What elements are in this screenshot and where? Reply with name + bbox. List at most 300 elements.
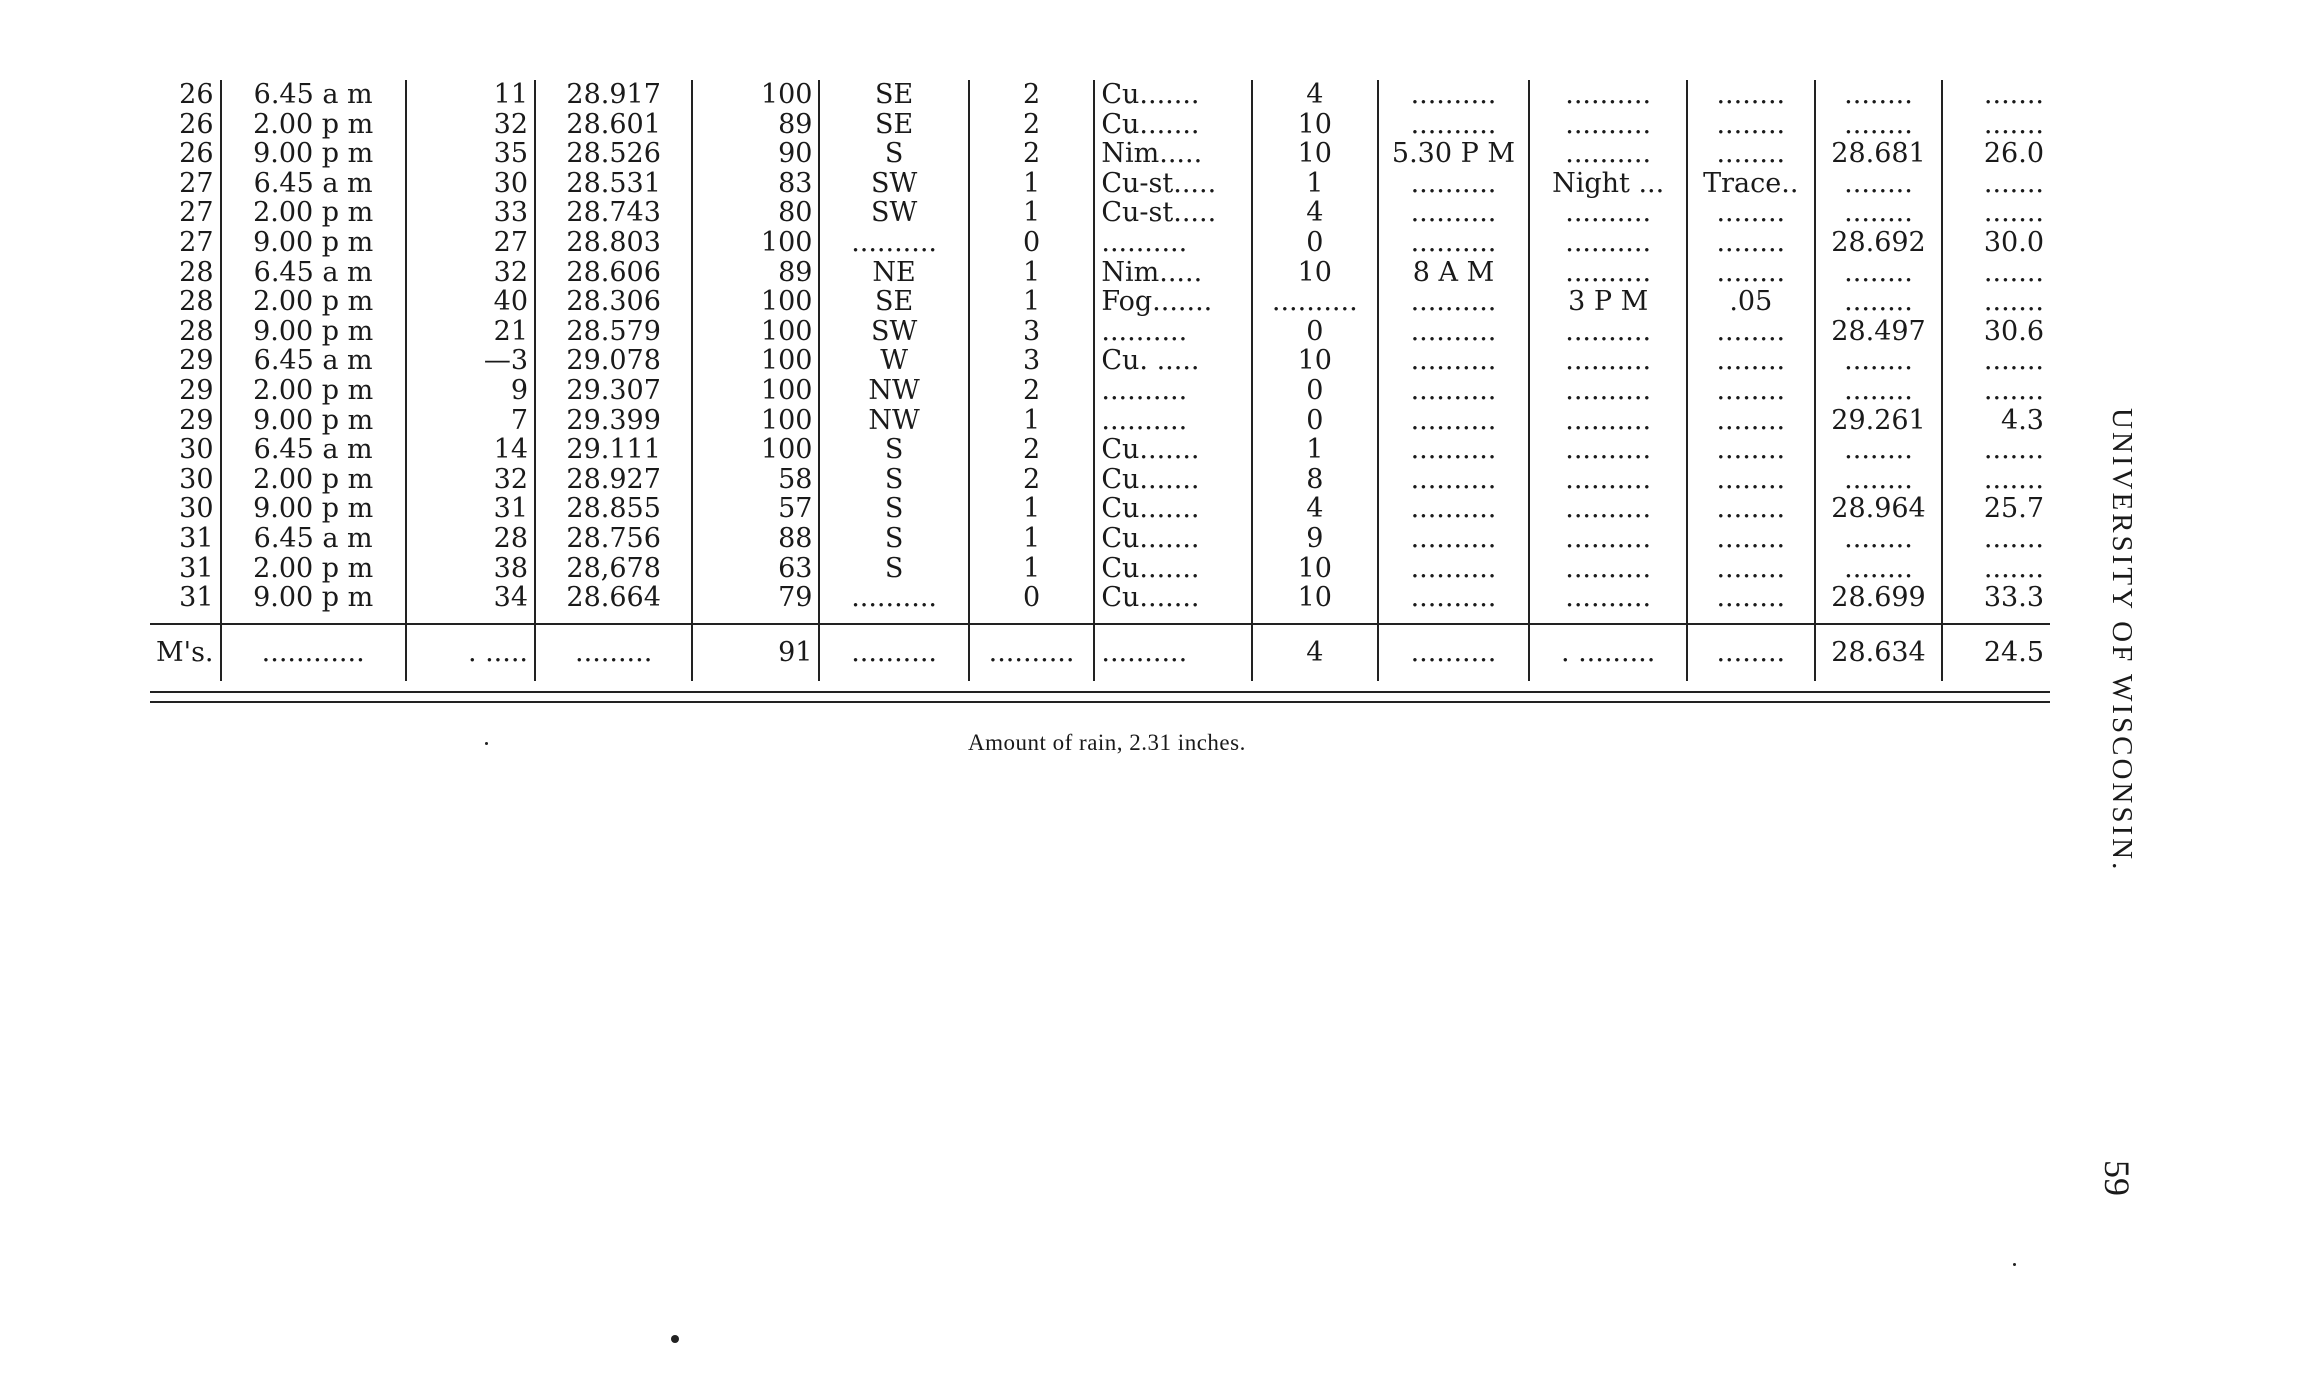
humidity-cell: 100: [692, 80, 819, 110]
cloud-amount-cell: 1: [1252, 169, 1378, 199]
time-cell: 9.00 p m: [221, 583, 406, 613]
cloud-amount-cell: 10: [1252, 258, 1378, 288]
wind-direction-cell: ..........: [819, 228, 968, 258]
daily-barometer-mean-cell: ........: [1815, 258, 1943, 288]
rain-began-cell: 5.30 P M: [1378, 139, 1530, 169]
table-row: [150, 376, 2050, 406]
rainfall-cell: ........: [1687, 228, 1815, 258]
rain-ended-cell: ..........: [1529, 317, 1687, 347]
cloud-kind-cell: Cu.......: [1094, 80, 1252, 110]
humidity-cell: 57: [692, 494, 819, 524]
separator-cell: [221, 613, 406, 624]
time-cell: 2.00 p m: [221, 465, 406, 495]
daily-temperature-mean-cell: .......: [1942, 465, 2050, 495]
temperature-cell: 32: [406, 465, 535, 495]
humidity-cell: 63: [692, 554, 819, 584]
humidity-cell: 90: [692, 139, 819, 169]
wind-force-cell: 2: [969, 80, 1095, 110]
separator-cell: [969, 613, 1095, 624]
rain-began-cell: ..........: [1378, 346, 1530, 376]
daily-barometer-mean-cell: 29.261: [1815, 406, 1943, 436]
daily-barometer-mean-cell: ........: [1815, 435, 1943, 465]
rainfall-cell: ........: [1687, 624, 1815, 681]
daily-barometer-mean-cell: 28.681: [1815, 139, 1943, 169]
day-cell: 30: [179, 463, 214, 495]
temperature-cell: 14: [406, 435, 535, 465]
rainfall-cell: ........: [1687, 139, 1815, 169]
table-row: [150, 317, 2050, 347]
rainfall-cell: ........: [1687, 435, 1815, 465]
wind-force-cell: 2: [969, 139, 1095, 169]
temperature-cell: 9: [406, 376, 535, 406]
time-cell: 6.45 a m: [221, 346, 406, 376]
rain-began-cell: ..........: [1378, 376, 1530, 406]
humidity-cell: 80: [692, 198, 819, 228]
running-head: UNIVERSITY OF WISCONSIN.: [2106, 408, 2138, 873]
wind-direction-cell: SW: [819, 317, 968, 347]
table-row: [150, 258, 2050, 288]
weather-observation-sheet: [150, 80, 2050, 703]
wind-force-cell: 3: [969, 346, 1095, 376]
rain-ended-cell: ..........: [1529, 228, 1687, 258]
table-row: [150, 406, 2050, 436]
humidity-cell: 100: [692, 228, 819, 258]
cloud-amount-cell: 1: [1252, 435, 1378, 465]
table-row: [150, 228, 2050, 258]
rain-began-cell: ..........: [1378, 583, 1530, 613]
time-cell: 6.45 a m: [221, 169, 406, 199]
barometer-cell: 28.531: [535, 169, 692, 199]
closing-double-rule: [150, 691, 2050, 703]
barometer-cell: 28,678: [535, 554, 692, 584]
daily-temperature-mean-cell: .......: [1942, 524, 2050, 554]
daily-temperature-mean-cell: 30.0: [1942, 228, 2050, 258]
wind-force-cell: 1: [969, 198, 1095, 228]
humidity-cell: 91: [692, 624, 819, 681]
rain-began-cell: ..........: [1378, 624, 1530, 681]
time-cell: 6.45 a m: [221, 80, 406, 110]
separator-cell: [1942, 613, 2050, 624]
wind-direction-cell: NW: [819, 406, 968, 436]
day-cell: 31: [179, 522, 214, 554]
rainfall-cell: ........: [1687, 110, 1815, 140]
daily-barometer-mean-cell: ........: [1815, 169, 1943, 199]
table-row: [150, 169, 2050, 199]
humidity-cell: 79: [692, 583, 819, 613]
rain-ended-cell: 3 P M: [1529, 287, 1687, 317]
temperature-cell: 28: [406, 524, 535, 554]
humidity-cell: 100: [692, 287, 819, 317]
barometer-cell: 28.526: [535, 139, 692, 169]
temperature-cell: 40: [406, 287, 535, 317]
temperature-cell: 33: [406, 198, 535, 228]
daily-temperature-mean-cell: 33.3: [1942, 583, 2050, 613]
daily-temperature-mean-cell: .......: [1942, 376, 2050, 406]
cloud-kind-cell: Cu.......: [1094, 465, 1252, 495]
humidity-cell: 89: [692, 110, 819, 140]
cloud-amount-cell: 8: [1252, 465, 1378, 495]
temperature-cell: 30: [406, 169, 535, 199]
separator-cell: [406, 613, 535, 624]
day-cell: 30: [179, 493, 214, 525]
wind-direction-cell: S: [819, 494, 968, 524]
humidity-cell: 100: [692, 346, 819, 376]
wind-force-cell: 1: [969, 494, 1095, 524]
cloud-kind-cell: ..........: [1094, 317, 1252, 347]
rain-began-cell: ..........: [1378, 198, 1530, 228]
means-separator: [150, 613, 2050, 624]
rainfall-cell: ........: [1687, 554, 1815, 584]
table-row: [150, 346, 2050, 376]
daily-barometer-mean-cell: ........: [1815, 524, 1943, 554]
cloud-amount-cell: 4: [1252, 624, 1378, 681]
page-number: 59: [2097, 1160, 2137, 1196]
daily-barometer-mean-cell: ........: [1815, 346, 1943, 376]
cloud-kind-cell: Cu.......: [1094, 554, 1252, 584]
daily-temperature-mean-cell: 25.7: [1942, 494, 2050, 524]
cloud-kind-cell: Cu-st.....: [1094, 198, 1252, 228]
humidity-cell: 58: [692, 465, 819, 495]
rainfall-cell: ........: [1687, 258, 1815, 288]
daily-temperature-mean-cell: .......: [1942, 80, 2050, 110]
daily-barometer-mean-cell: 28.964: [1815, 494, 1943, 524]
temperature-cell: 21: [406, 317, 535, 347]
day-cell: 26: [179, 138, 214, 170]
daily-barometer-mean-cell: ........: [1815, 110, 1943, 140]
rain-began-cell: 8 A M: [1378, 258, 1530, 288]
wind-force-cell: 2: [969, 465, 1095, 495]
temperature-cell: 32: [406, 258, 535, 288]
rainfall-cell: ........: [1687, 583, 1815, 613]
cloud-kind-cell: Cu.......: [1094, 110, 1252, 140]
cloud-amount-cell: 4: [1252, 80, 1378, 110]
rain-began-cell: ..........: [1378, 435, 1530, 465]
rain-ended-cell: ..........: [1529, 494, 1687, 524]
table-row: [150, 435, 2050, 465]
cloud-amount-cell: 10: [1252, 110, 1378, 140]
cloud-amount-cell: 10: [1252, 583, 1378, 613]
barometer-cell: .........: [535, 624, 692, 681]
day-cell: 26: [179, 79, 214, 110]
temperature-cell: 11: [406, 80, 535, 110]
wind-direction-cell: W: [819, 346, 968, 376]
rainfall-cell: ........: [1687, 494, 1815, 524]
day-cell: 29: [179, 345, 214, 377]
time-cell: 2.00 p m: [221, 287, 406, 317]
day-cell: 31: [179, 552, 214, 584]
rainfall-cell: ........: [1687, 376, 1815, 406]
cloud-kind-cell: Cu.......: [1094, 435, 1252, 465]
humidity-cell: 100: [692, 406, 819, 436]
wind-direction-cell: S: [819, 465, 968, 495]
separator-cell: [1815, 613, 1943, 624]
wind-force-cell: 0: [969, 228, 1095, 258]
wind-direction-cell: S: [819, 524, 968, 554]
temperature-cell: . .....: [406, 624, 535, 681]
cloud-amount-cell: 10: [1252, 139, 1378, 169]
humidity-cell: 100: [692, 376, 819, 406]
rainfall-cell: ........: [1687, 524, 1815, 554]
daily-temperature-mean-cell: .......: [1942, 198, 2050, 228]
separator-cell: [692, 613, 819, 624]
separator-cell: [1378, 613, 1530, 624]
cloud-kind-cell: Cu-st.....: [1094, 169, 1252, 199]
wind-force-cell: 3: [969, 317, 1095, 347]
separator-cell: [819, 613, 968, 624]
cloud-kind-cell: ..........: [1094, 228, 1252, 258]
rain-ended-cell: ..........: [1529, 110, 1687, 140]
separator-cell: [150, 613, 221, 624]
rain-ended-cell: ..........: [1529, 524, 1687, 554]
rain-ended-cell: ..........: [1529, 258, 1687, 288]
time-cell: 6.45 a m: [221, 524, 406, 554]
barometer-cell: 28.306: [535, 287, 692, 317]
rain-began-cell: ..........: [1378, 80, 1530, 110]
time-cell: ............: [221, 624, 406, 681]
rain-ended-cell: Night ...: [1529, 169, 1687, 199]
humidity-cell: 100: [692, 435, 819, 465]
cloud-amount-cell: 0: [1252, 376, 1378, 406]
daily-temperature-mean-cell: .......: [1942, 258, 2050, 288]
time-cell: 6.45 a m: [221, 435, 406, 465]
temperature-cell: 35: [406, 139, 535, 169]
temperature-cell: —3: [406, 346, 535, 376]
cloud-kind-cell: ..........: [1094, 376, 1252, 406]
wind-direction-cell: S: [819, 554, 968, 584]
day-cell: 27: [179, 226, 214, 258]
observation-rows: [150, 80, 2050, 681]
rainfall-cell: ........: [1687, 346, 1815, 376]
wind-direction-cell: NE: [819, 258, 968, 288]
table-row: [150, 494, 2050, 524]
rain-began-cell: ..........: [1378, 524, 1530, 554]
day-cell: 29: [179, 404, 214, 436]
rainfall-cell: .05: [1687, 287, 1815, 317]
cloud-amount-cell: 0: [1252, 317, 1378, 347]
daily-temperature-mean-cell: .......: [1942, 110, 2050, 140]
daily-temperature-mean-cell: 30.6: [1942, 317, 2050, 347]
wind-force-cell: 2: [969, 376, 1095, 406]
day-cell: 29: [179, 374, 214, 406]
cloud-kind-cell: Cu. .....: [1094, 346, 1252, 376]
daily-temperature-mean-cell: 26.0: [1942, 139, 2050, 169]
wind-direction-cell: NW: [819, 376, 968, 406]
rain-began-cell: ..........: [1378, 494, 1530, 524]
daily-barometer-mean-cell: 28.692: [1815, 228, 1943, 258]
daily-temperature-mean-cell: .......: [1942, 554, 2050, 584]
daily-temperature-mean-cell: 24.5: [1942, 624, 2050, 681]
barometer-cell: 28.579: [535, 317, 692, 347]
humidity-cell: 89: [692, 258, 819, 288]
rainfall-cell: ........: [1687, 198, 1815, 228]
daily-barometer-mean-cell: ........: [1815, 80, 1943, 110]
cloud-kind-cell: ..........: [1094, 406, 1252, 436]
rain-ended-cell: ..........: [1529, 376, 1687, 406]
table-row: [150, 198, 2050, 228]
rain-ended-cell: ..........: [1529, 435, 1687, 465]
cloud-amount-cell: 10: [1252, 554, 1378, 584]
day-cell: 28: [179, 315, 214, 347]
wind-direction-cell: S: [819, 139, 968, 169]
means-row: [150, 624, 2050, 681]
wind-force-cell: 2: [969, 435, 1095, 465]
barometer-cell: 28.803: [535, 228, 692, 258]
daily-temperature-mean-cell: .......: [1942, 435, 2050, 465]
day-cell: 30: [179, 434, 214, 466]
daily-temperature-mean-cell: .......: [1942, 169, 2050, 199]
rain-ended-cell: ..........: [1529, 465, 1687, 495]
table-row: [150, 554, 2050, 584]
daily-temperature-mean-cell: 4.3: [1942, 406, 2050, 436]
rain-began-cell: ..........: [1378, 465, 1530, 495]
cloud-kind-cell: Cu.......: [1094, 583, 1252, 613]
wind-direction-cell: SW: [819, 169, 968, 199]
time-cell: 6.45 a m: [221, 258, 406, 288]
separator-cell: [1094, 613, 1252, 624]
separator-cell: [535, 613, 692, 624]
rain-began-cell: ..........: [1378, 110, 1530, 140]
rain-began-cell: ..........: [1378, 317, 1530, 347]
day-cell: M's.: [156, 636, 214, 668]
wind-direction-cell: SE: [819, 80, 968, 110]
table-row: [150, 80, 2050, 110]
barometer-cell: 29.078: [535, 346, 692, 376]
barometer-cell: 28.855: [535, 494, 692, 524]
print-speck: [2013, 1263, 2016, 1266]
daily-barometer-mean-cell: ........: [1815, 465, 1943, 495]
separator-cell: [1252, 613, 1378, 624]
barometer-cell: 28.917: [535, 80, 692, 110]
table-row: [150, 287, 2050, 317]
rain-ended-cell: ..........: [1529, 583, 1687, 613]
wind-direction-cell: ..........: [819, 624, 968, 681]
barometer-cell: 29.307: [535, 376, 692, 406]
day-cell: 27: [179, 197, 214, 229]
time-cell: 9.00 p m: [221, 139, 406, 169]
day-cell: 26: [179, 108, 214, 140]
table-row: [150, 110, 2050, 140]
barometer-cell: 28.743: [535, 198, 692, 228]
humidity-cell: 88: [692, 524, 819, 554]
rain-ended-cell: . .........: [1529, 624, 1687, 681]
rainfall-cell: ........: [1687, 406, 1815, 436]
barometer-cell: 29.399: [535, 406, 692, 436]
rainfall-cell: ........: [1687, 317, 1815, 347]
daily-temperature-mean-cell: .......: [1942, 346, 2050, 376]
daily-barometer-mean-cell: ........: [1815, 554, 1943, 584]
cloud-amount-cell: 10: [1252, 346, 1378, 376]
daily-barometer-mean-cell: 28.634: [1815, 624, 1943, 681]
print-speck: [671, 1335, 679, 1343]
rainfall-cell: Trace..: [1687, 169, 1815, 199]
observation-table: [150, 80, 2050, 681]
table-row: [150, 139, 2050, 169]
time-cell: 2.00 p m: [221, 198, 406, 228]
temperature-cell: 31: [406, 494, 535, 524]
table-row: [150, 524, 2050, 554]
wind-force-cell: 1: [969, 554, 1095, 584]
barometer-cell: 28.927: [535, 465, 692, 495]
rain-began-cell: ..........: [1378, 554, 1530, 584]
wind-force-cell: 1: [969, 287, 1095, 317]
day-cell: 27: [179, 167, 214, 199]
day-cell: 31: [179, 582, 214, 614]
daily-barometer-mean-cell: 28.497: [1815, 317, 1943, 347]
cloud-kind-cell: Nim.....: [1094, 139, 1252, 169]
rain-ended-cell: ..........: [1529, 346, 1687, 376]
rain-began-cell: ..........: [1378, 169, 1530, 199]
separator-cell: [1687, 613, 1815, 624]
wind-force-cell: 0: [969, 583, 1095, 613]
rain-ended-cell: ..........: [1529, 406, 1687, 436]
barometer-cell: 28.601: [535, 110, 692, 140]
wind-force-cell: 2: [969, 110, 1095, 140]
time-cell: 2.00 p m: [221, 376, 406, 406]
rain-ended-cell: ..........: [1529, 554, 1687, 584]
separator-cell: [1529, 613, 1687, 624]
wind-direction-cell: S: [819, 435, 968, 465]
cloud-kind-cell: Cu.......: [1094, 494, 1252, 524]
temperature-cell: 27: [406, 228, 535, 258]
rain-began-cell: ..........: [1378, 287, 1530, 317]
time-cell: 2.00 p m: [221, 554, 406, 584]
rain-ended-cell: ..........: [1529, 198, 1687, 228]
wind-force-cell: 1: [969, 524, 1095, 554]
cloud-amount-cell: 4: [1252, 494, 1378, 524]
temperature-cell: 38: [406, 554, 535, 584]
time-cell: 9.00 p m: [221, 317, 406, 347]
rain-began-cell: ..........: [1378, 228, 1530, 258]
wind-force-cell: 1: [969, 406, 1095, 436]
temperature-cell: 34: [406, 583, 535, 613]
table-row: [150, 583, 2050, 613]
wind-direction-cell: SE: [819, 287, 968, 317]
time-cell: 9.00 p m: [221, 406, 406, 436]
rain-ended-cell: ..........: [1529, 139, 1687, 169]
rain-amount-note: Amount of rain, 2.31 inches.: [968, 730, 1246, 755]
day-cell: 28: [179, 286, 214, 318]
wind-force-cell: 1: [969, 169, 1095, 199]
cloud-kind-cell: ..........: [1094, 624, 1252, 681]
daily-temperature-mean-cell: .......: [1942, 287, 2050, 317]
rain-ended-cell: ..........: [1529, 80, 1687, 110]
wind-force-cell: 1: [969, 258, 1095, 288]
cloud-amount-cell: 4: [1252, 198, 1378, 228]
barometer-cell: 28.606: [535, 258, 692, 288]
cloud-amount-cell: 0: [1252, 228, 1378, 258]
time-cell: 9.00 p m: [221, 228, 406, 258]
daily-barometer-mean-cell: ........: [1815, 198, 1943, 228]
wind-direction-cell: SW: [819, 198, 968, 228]
rainfall-cell: ........: [1687, 465, 1815, 495]
time-cell: 9.00 p m: [221, 494, 406, 524]
humidity-cell: 100: [692, 317, 819, 347]
rainfall-cell: ........: [1687, 80, 1815, 110]
table-row: [150, 465, 2050, 495]
print-speck: [485, 742, 488, 745]
cloud-kind-cell: Nim.....: [1094, 258, 1252, 288]
cloud-kind-cell: Fog.......: [1094, 287, 1252, 317]
temperature-cell: 7: [406, 406, 535, 436]
humidity-cell: 83: [692, 169, 819, 199]
day-cell: 28: [179, 256, 214, 288]
rain-began-cell: ..........: [1378, 406, 1530, 436]
temperature-cell: 32: [406, 110, 535, 140]
wind-direction-cell: SE: [819, 110, 968, 140]
daily-barometer-mean-cell: 28.699: [1815, 583, 1943, 613]
barometer-cell: 28.664: [535, 583, 692, 613]
cloud-kind-cell: Cu.......: [1094, 524, 1252, 554]
